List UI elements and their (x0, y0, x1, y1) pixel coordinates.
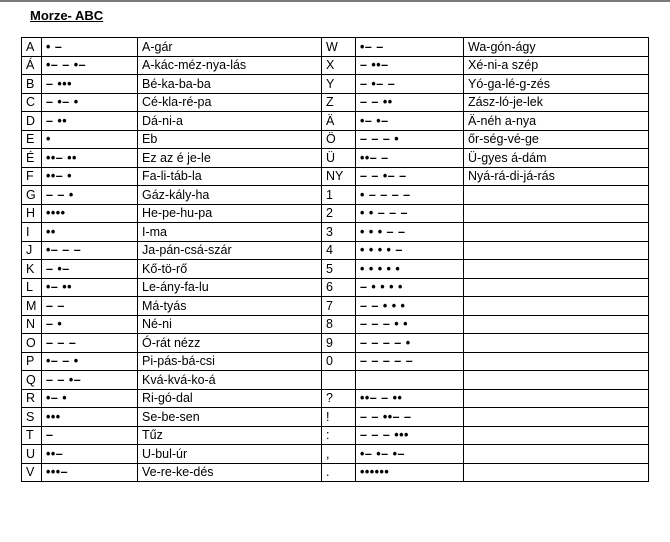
letter-cell: : (322, 426, 356, 445)
letter-cell: 5 (322, 260, 356, 279)
table-row (22, 389, 649, 408)
table-row (22, 315, 649, 334)
letter-cell: 6 (322, 278, 356, 297)
morse-code-cell: – – – ••• (356, 426, 464, 445)
morse-code-cell: – ••• (42, 75, 138, 94)
letter-cell: P (22, 352, 42, 371)
table-row (22, 93, 649, 112)
mnemonic-cell: U-bul-úr (138, 445, 322, 464)
letter-cell: Ü (322, 149, 356, 168)
letter-cell: R (22, 389, 42, 408)
mnemonic-cell: I-ma (138, 223, 322, 242)
morse-code-cell: ••– (42, 445, 138, 464)
morse-code-cell: •– • (42, 389, 138, 408)
mnemonic-cell: Ja-pán-csá-szár (138, 241, 322, 260)
mnemonic-cell (464, 445, 649, 464)
morse-code-cell: ••– – (356, 149, 464, 168)
letter-cell: T (22, 426, 42, 445)
morse-code-cell: – – •– – (356, 167, 464, 186)
letter-cell: ! (322, 408, 356, 427)
morse-code-cell: •– – (356, 38, 464, 57)
letter-cell: Y (322, 75, 356, 94)
mnemonic-cell: Ü-gyes á-dám (464, 149, 649, 168)
table-row (22, 186, 649, 205)
mnemonic-cell: Né-ni (138, 315, 322, 334)
mnemonic-cell: Se-be-sen (138, 408, 322, 427)
letter-cell: 9 (322, 334, 356, 353)
morse-code-cell: – •– • (42, 93, 138, 112)
letter-cell: A (22, 38, 42, 57)
morse-code-cell: – – – • (356, 130, 464, 149)
letter-cell: C (22, 93, 42, 112)
mnemonic-cell (464, 186, 649, 205)
table-row (22, 426, 649, 445)
mnemonic-cell: Tűz (138, 426, 322, 445)
morse-code-cell: – (42, 426, 138, 445)
mnemonic-cell: Ri-gó-dal (138, 389, 322, 408)
mnemonic-cell (464, 463, 649, 482)
table-row (22, 167, 649, 186)
morse-code-cell: – – – – – (356, 352, 464, 371)
mnemonic-cell (464, 204, 649, 223)
table-row (22, 445, 649, 464)
morse-code-cell (356, 371, 464, 390)
letter-cell: . (322, 463, 356, 482)
page-title: Morze- ABC (30, 8, 104, 23)
letter-cell: G (22, 186, 42, 205)
mnemonic-cell: Fa-li-táb-la (138, 167, 322, 186)
mnemonic-cell: Ve-re-ke-dés (138, 463, 322, 482)
table-row (22, 352, 649, 371)
letter-cell: I (22, 223, 42, 242)
mnemonic-cell: Bé-ka-ba-ba (138, 75, 322, 94)
letter-cell: 2 (322, 204, 356, 223)
mnemonic-cell: Má-tyás (138, 297, 322, 316)
letter-cell: ? (322, 389, 356, 408)
morse-code-cell: ••– •• (42, 149, 138, 168)
mnemonic-cell: Kő-tö-rő (138, 260, 322, 279)
morse-table (21, 37, 649, 482)
mnemonic-cell: Yó-ga-lé-g-zés (464, 75, 649, 94)
mnemonic-cell: He-pe-hu-pa (138, 204, 322, 223)
mnemonic-cell: Cé-kla-ré-pa (138, 93, 322, 112)
mnemonic-cell: Dá-ni-a (138, 112, 322, 131)
mnemonic-cell (464, 389, 649, 408)
table-row (22, 204, 649, 223)
morse-code-cell: – – – (42, 334, 138, 353)
morse-code-cell: – – • • • (356, 297, 464, 316)
letter-cell: 1 (322, 186, 356, 205)
table-row (22, 297, 649, 316)
mnemonic-cell (464, 223, 649, 242)
morse-code-cell: • • • – – (356, 223, 464, 242)
morse-code-cell: – • (42, 315, 138, 334)
morse-code-cell: – – • (42, 186, 138, 205)
morse-code-cell: • • – – – (356, 204, 464, 223)
letter-cell: Z (322, 93, 356, 112)
mnemonic-cell: Kvá-kvá-ko-á (138, 371, 322, 390)
letter-cell: X (322, 56, 356, 75)
mnemonic-cell: Nyá-rá-di-já-rás (464, 167, 649, 186)
mnemonic-cell (464, 371, 649, 390)
morse-code-cell: – •• (42, 112, 138, 131)
mnemonic-cell (464, 315, 649, 334)
letter-cell: B (22, 75, 42, 94)
letter-cell: U (22, 445, 42, 464)
mnemonic-cell: A-kác-méz-nya-lás (138, 56, 322, 75)
letter-cell: V (22, 463, 42, 482)
mnemonic-cell (464, 260, 649, 279)
letter-cell (322, 371, 356, 390)
mnemonic-cell: A-gár (138, 38, 322, 57)
morse-code-cell: • • • • – (356, 241, 464, 260)
morse-code-cell: •– – – (42, 241, 138, 260)
morse-code-cell: – – •• (356, 93, 464, 112)
morse-code-cell: •– •– (356, 112, 464, 131)
morse-code-cell: ••– – •• (356, 389, 464, 408)
morse-code-cell: – ••– (356, 56, 464, 75)
letter-cell: F (22, 167, 42, 186)
mnemonic-cell (464, 426, 649, 445)
letter-cell: M (22, 297, 42, 316)
morse-code-cell: •• (42, 223, 138, 242)
letter-cell: 0 (322, 352, 356, 371)
morse-code-cell: •••••• (356, 463, 464, 482)
morse-code-cell: •– – •– (42, 56, 138, 75)
morse-code-cell: •••– (42, 463, 138, 482)
table-row (22, 149, 649, 168)
mnemonic-cell: Wa-gón-ágy (464, 38, 649, 57)
mnemonic-cell (464, 241, 649, 260)
letter-cell: L (22, 278, 42, 297)
letter-cell: Q (22, 371, 42, 390)
morse-code-cell: •– •• (42, 278, 138, 297)
letter-cell: D (22, 112, 42, 131)
morse-code-cell: ••• (42, 408, 138, 427)
mnemonic-cell (464, 278, 649, 297)
mnemonic-cell (464, 352, 649, 371)
mnemonic-cell (464, 408, 649, 427)
mnemonic-cell: Eb (138, 130, 322, 149)
table-row (22, 130, 649, 149)
mnemonic-cell: Ä-néh a-nya (464, 112, 649, 131)
table-row (22, 38, 649, 57)
letter-cell: E (22, 130, 42, 149)
morse-code-cell: – •– – (356, 75, 464, 94)
morse-code-cell: • • • • • (356, 260, 464, 279)
letter-cell: J (22, 241, 42, 260)
table-row (22, 112, 649, 131)
letter-cell: W (322, 38, 356, 57)
mnemonic-cell: Le-ány-fa-lu (138, 278, 322, 297)
mnemonic-cell: Pi-pás-bá-csi (138, 352, 322, 371)
letter-cell: Ö (322, 130, 356, 149)
mnemonic-cell (464, 297, 649, 316)
letter-cell: Ä (322, 112, 356, 131)
morse-code-cell: – • • • • (356, 278, 464, 297)
table-row (22, 75, 649, 94)
morse-code-cell: ••– • (42, 167, 138, 186)
morse-code-cell: •– •– •– (356, 445, 464, 464)
letter-cell: 4 (322, 241, 356, 260)
table-row (22, 371, 649, 390)
morse-table-body (22, 38, 649, 482)
mnemonic-cell: Gáz-kály-ha (138, 186, 322, 205)
table-row (22, 223, 649, 242)
letter-cell: 3 (322, 223, 356, 242)
table-row (22, 56, 649, 75)
table-row (22, 241, 649, 260)
morse-code-cell: – •– (42, 260, 138, 279)
morse-code-cell: – – (42, 297, 138, 316)
letter-cell: 7 (322, 297, 356, 316)
morse-code-cell: – – •– (42, 371, 138, 390)
morse-code-cell: • – – – – (356, 186, 464, 205)
table-row (22, 408, 649, 427)
letter-cell: É (22, 149, 42, 168)
letter-cell: 8 (322, 315, 356, 334)
mnemonic-cell: Ó-rát nézz (138, 334, 322, 353)
letter-cell: K (22, 260, 42, 279)
table-row (22, 334, 649, 353)
morse-code-cell: – – – • • (356, 315, 464, 334)
mnemonic-cell: Zász-ló-je-lek (464, 93, 649, 112)
top-rule (0, 0, 670, 2)
morse-code-cell: •••• (42, 204, 138, 223)
table-row (22, 260, 649, 279)
letter-cell: N (22, 315, 42, 334)
letter-cell: , (322, 445, 356, 464)
table-row (22, 463, 649, 482)
letter-cell: NY (322, 167, 356, 186)
letter-cell: O (22, 334, 42, 353)
morse-code-cell: – – – – • (356, 334, 464, 353)
mnemonic-cell: őr-ség-vé-ge (464, 130, 649, 149)
morse-code-cell: • (42, 130, 138, 149)
table-row (22, 278, 649, 297)
morse-code-cell: • – (42, 38, 138, 57)
morse-code-cell: – – ••– – (356, 408, 464, 427)
letter-cell: H (22, 204, 42, 223)
mnemonic-cell: Ez az é je-le (138, 149, 322, 168)
morse-code-cell: •– – • (42, 352, 138, 371)
mnemonic-cell (464, 334, 649, 353)
letter-cell: Á (22, 56, 42, 75)
letter-cell: S (22, 408, 42, 427)
mnemonic-cell: Xé-ni-a szép (464, 56, 649, 75)
